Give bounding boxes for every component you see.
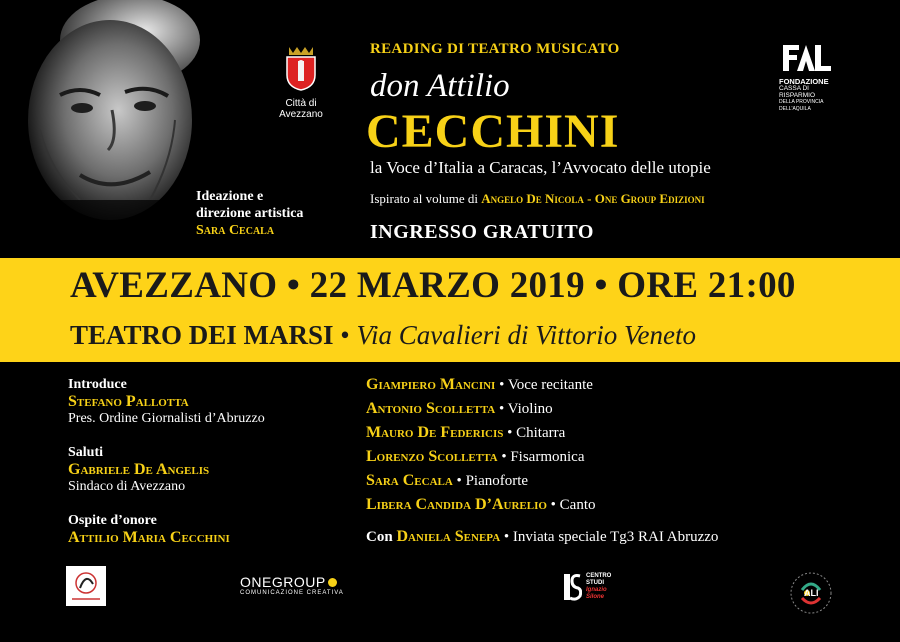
cs-line4: Silone: [586, 594, 605, 600]
sponsor-logo: [779, 43, 835, 113]
cast-role: Violino: [507, 401, 553, 417]
cs-line3: Ignazio: [586, 587, 607, 593]
cast-role: Canto: [559, 497, 596, 513]
cast-role: Chitarra: [516, 425, 566, 441]
cast-name: Mauro De Federicis: [366, 424, 504, 441]
ali-word: ALI: [804, 588, 819, 598]
venue-separator: •: [333, 320, 357, 350]
cast-name: Libera Candida D’Aurelio: [366, 496, 547, 513]
with-role: Inviata speciale Tg3 RAI Abruzzo: [512, 529, 719, 545]
city-caption-line1: Città di: [285, 98, 317, 109]
cast-role: Pianoforte: [465, 473, 529, 489]
cast-row: Giampiero Mancini • Voce recitante: [366, 376, 593, 393]
entry-notice: INGRESSO GRATUITO: [370, 221, 594, 243]
portrait-photo: [0, 0, 200, 236]
cast-row: Antonio Scolletta • Violino: [366, 400, 553, 417]
centro-studi-mark-icon: [560, 570, 582, 604]
saluti-label: Saluti: [68, 445, 104, 460]
cast-role: Fisarmonica: [510, 449, 585, 465]
ospite-name: Attilio Maria Cecchini: [68, 529, 230, 546]
ideazione-line2: direzione artistica: [196, 206, 304, 221]
credits-intro: [68, 376, 265, 427]
onegroup-tag: COMUNICAZIONE CREATIVA: [240, 590, 344, 596]
city-coat-of-arms-icon: [283, 45, 319, 91]
venue-name: TEATRO DEI MARSI: [70, 320, 334, 350]
intro-role: Pres. Ordine Giornalisti d’Abruzzo: [68, 411, 265, 426]
credits-saluti: [68, 444, 209, 495]
cast-name: Giampiero Mancini: [366, 376, 496, 393]
inspired-prefix: Ispirato al volume di: [370, 191, 478, 206]
inspired-by: [370, 191, 705, 207]
onegroup-mark-icon: [328, 578, 337, 587]
cs-line1: CENTRO: [586, 573, 612, 579]
inspired-source: Angelo De Nicola - One Group Edizioni: [481, 191, 705, 206]
organizer-logo-icon: [66, 566, 106, 606]
with-name: Daniela Senepa: [396, 528, 501, 545]
intro-name: Stefano Pallotta: [68, 393, 189, 410]
intro-label: Introduce: [68, 377, 127, 392]
onegroup-logo: [240, 574, 350, 596]
cast-row: Libera Candida D’Aurelio • Canto: [366, 496, 596, 513]
event-subtitle: la Voce d’Italia a Caracas, l’Avvocato delle utopie: [370, 158, 711, 177]
ospite-label: Ospite d’onore: [68, 513, 157, 528]
city-caption-line2: Avezzano: [279, 109, 323, 120]
event-kicker: READING DI TEATRO MUSICATO: [370, 41, 620, 57]
ideazione-name: Sara Cecala: [196, 223, 275, 238]
cast-name: Sara Cecala: [366, 472, 453, 489]
sponsor-line2: CASSA DI RISPARMIO: [779, 85, 815, 99]
venue-line: [70, 320, 696, 351]
ali-logo: [786, 568, 836, 618]
saluti-role: Sindaco di Avezzano: [68, 479, 186, 494]
onegroup-name: ONEGROUP: [240, 574, 326, 590]
cast-name: Antonio Scolletta: [366, 400, 496, 417]
credits-ospite: [68, 512, 230, 546]
sponsor-line3: DELLA PROVINCIA DELL'AQUILA: [779, 99, 824, 112]
cast-name: Lorenzo Scolletta: [366, 448, 498, 465]
cast-row: Sara Cecala • Pianoforte: [366, 472, 529, 489]
cast-row: Mauro De Federicis • Chitarra: [366, 424, 566, 441]
saluti-name: Gabriele De Angelis: [68, 461, 210, 478]
city-caption: [266, 98, 336, 120]
venue-address: Via Cavalieri di Vittorio Veneto: [356, 320, 696, 350]
centro-studi-logo: [560, 570, 620, 604]
cast-row: Lorenzo Scolletta • Fisarmonica: [366, 448, 585, 465]
event-dateline: AVEZZANO • 22 MARZO 2019 • ORE 21:00: [70, 265, 796, 306]
cs-line2: STUDI: [586, 580, 604, 586]
fondazione-logo-icon: [779, 43, 833, 73]
sponsor-line1: FONDAZIONE: [779, 77, 829, 86]
title-surname: CECCHINI: [366, 105, 620, 158]
ideazione-line1: Ideazione e: [196, 189, 264, 204]
with-prefix: Con: [366, 529, 393, 545]
cast-role: Voce recitante: [507, 377, 593, 393]
title-prename: don Attilio: [370, 68, 510, 104]
artistic-direction: [196, 188, 303, 239]
special-guest-row: Con Daniela Senepa • Inviata speciale Tg3 RAI Abruzzo: [366, 528, 719, 545]
